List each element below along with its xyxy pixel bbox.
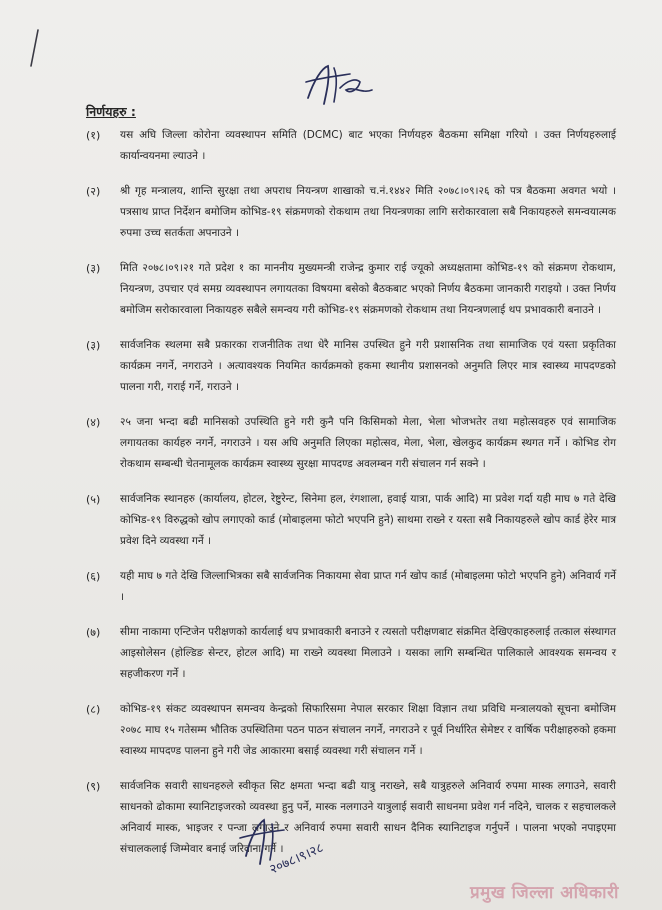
- item-text: २५ जना भन्दा बढी मानिसको उपस्थिति हुने गरी कुनै पनि किसिमको मेला, भेला भोजभतेर तथा महोत्सवहरु एवं सामाजिक लगायतका कार्यहरु नगर्ने, नगराउने । यस अघि अनुमति लिएका महोत्सव, मेला, भेला, खेलकुद कार्यक्रम स्थगत गर्ने । कोभिड रोग रोकथाम सम्बन्धी चेतनामूलक कार्यक्रम स्वास्थ्य सुरक्षा मापदण्ड अवलम्बन गरी संचालन गर्न सक्ने ।: [120, 416, 616, 470]
- item-text: मिति २०७८।०९।२१ गते प्रदेश १ का माननीय मुख्यमन्त्री राजेन्द्र कुमार राई ज्यूको अध्यक्षतामा कोभिड-१९ को संक्रमण रोकथाम, नियन्त्रण, उपचार एवं समग्र व्यवस्थापन लगायतका विषयमा बसेको बैठकबाट भएको निर्णय बैठकमा जानकारी गराइयो । उक्त निर्णय बमोजिम सरोकारवाला निकायहरु सबैले समन्वय गरी कोभिड-१९ संक्रमणको रोकथाम तथा नियन्त्रणलाई थप प्रभावकारी बनाउने ।: [120, 262, 616, 316]
- decision-item: [86, 125, 616, 167]
- item-number: (१): [86, 129, 101, 142]
- decision-item: [86, 412, 616, 475]
- item-number: (२): [86, 185, 101, 198]
- item-text: सार्वजनिक स्थानहरु (कार्यालय, होटल, रेष्टुरेन्ट, सिनेमा हल, रंगशाला, हवाई यात्रा, पार्क आदि) मा प्रवेश गर्दा यही माघ ७ गते देखि कोभिड-१९ विरुद्धको खोप लगाएको कार्ड (मोबाइलमा फोटो भएपनि हुने) साथमा राख्ने र यस्ता सबै निकायहरुले खोप कार्ड हेरेर मात्र प्रवेश दिने व्यवस्था गर्ने ।: [120, 493, 616, 547]
- decision-item: [86, 181, 616, 244]
- item-text: सीमा नाकामा एन्टिजेन परीक्षणको कार्यलाई थप प्रभावकारी बनाउने र त्यसतो परीक्षणबाट संक्रमित देखिएकाहरुलाई तत्काल संस्थागत आइसोलेसन (होल्डिङ सेन्टर, होटल आदि) मा राख्ने व्यवस्था मिलाउने । यसका लागि सम्बन्धित पालिकाले आवश्यक समन्वय र सहजीकरण गर्ने ।: [120, 626, 616, 680]
- pen-stroke-mark: [28, 28, 42, 68]
- signature-date: २०७८।९।२८: [267, 840, 326, 878]
- decision-item: [86, 489, 616, 552]
- decision-item: [86, 258, 616, 321]
- item-text: कोभिड-१९ संकट व्यवस्थापन समन्वय केन्द्रको सिफारिसमा नेपाल सरकार शिक्षा विज्ञान तथा प्रविधि मन्त्रालयको सूचना बमोजिम २०७८ माघ १५ गतेसम्म भौतिक उपस्थितिमा पठन पाठन संचालन नगर्ने, नगराउने र पूर्व निर्धारित सेमेष्टर र वार्षिक परीक्षाहरुको हकमा स्वास्थ्य मापदण्ड पालना हुने गरी जेड आकारमा बसाई व्यवस्था गरी संचालन गर्ने ।: [120, 703, 616, 757]
- item-number: (३): [86, 339, 101, 352]
- signature-top: [300, 60, 380, 110]
- item-text: श्री गृह मन्त्रालय, शान्ति सुरक्षा तथा अपराध नियन्त्रण शाखाको च.नं.१४४२ मिति २०७८।०९।२६ को पत्र बैठकमा अवगत भयो । पत्रसाथ प्राप्त निर्देशन बमोजिम कोभिड-१९ संक्रमणको रोकथाम तथा नियन्त्रणका लागि सरोकारवाला सबै निकायहरुले समन्वयात्मक रुपमा उच्च सतर्कता अपनाउने ।: [120, 185, 616, 239]
- item-number: (९): [86, 780, 101, 793]
- decision-item: [86, 699, 616, 762]
- decision-item: [86, 335, 616, 398]
- item-number: (७): [86, 626, 101, 639]
- item-text: सार्वजनिक स्थलमा सबै प्रकारका राजनीतिक तथा धेरै मानिस उपस्थित हुने गरी प्रशासनिक तथा सामाजिक एवं यस्ता प्रकृतिका कार्यक्रम नगर्ने, नगराउने । अत्यावश्यक नियमित कार्यक्रमको हकमा स्थानीय प्रशासनको अनुमति लिएर मात्र स्वास्थ्य मापदण्डको पालना गरी, गराई गर्ने, गराउने ।: [120, 339, 616, 393]
- decision-list: [86, 125, 616, 874]
- item-number: (८): [86, 703, 101, 716]
- item-text: यस अघि जिल्ला कोरोना व्यवस्थापन समिति (DCMC) बाट भएका निर्णयहरु बैठकमा समिक्षा गरियो । उक्त निर्णयहरुलाई कार्यान्वयनमा ल्याउने ।: [120, 129, 616, 162]
- item-text: यही माघ ७ गते देखि जिल्लाभित्रका सबै सार्वजनिक निकायमा सेवा प्राप्त गर्न खोप कार्ड (मोबाइलमा फोटो भएपनि हुने) अनिवार्य गर्ने ।: [120, 570, 616, 603]
- item-text: सार्वजनिक सवारी साधनहरुले स्वीकृत सिट क्षमता भन्दा बढी यात्रु नराख्ने, सबै यात्रुहरुले अनिवार्य रुपमा मास्क लगाउने, सवारी साधनको ढोकामा स्यानिटाइजरको व्यवस्था हुनु पर्ने, मास्क नलगाउने यात्रुलाई सवारी साधनमा प्रवेश गर्न नदिने, चालक र सहचालकले अनिवार्य मास्क, भाइजर र पन्जा लगाउने र अनिवार्य रुपमा सवारी साधन दैनिक स्यानिटाइज गर्नुपर्ने । पालना भएको नपाइएमा संचालकलाई जिम्मेवार बनाई जरिवाना गर्ने ।: [120, 780, 616, 855]
- decision-item: [86, 566, 616, 608]
- item-number: (४): [86, 416, 101, 429]
- official-stamp: प्रमुख जिल्ला अधिकारी: [470, 883, 619, 903]
- decisions-heading: निर्णयहरु :: [86, 104, 136, 119]
- item-number: (३): [86, 262, 101, 275]
- item-number: (५): [86, 493, 101, 506]
- item-number: (६): [86, 570, 101, 583]
- decision-item: [86, 622, 616, 685]
- signature-bottom: [232, 812, 382, 882]
